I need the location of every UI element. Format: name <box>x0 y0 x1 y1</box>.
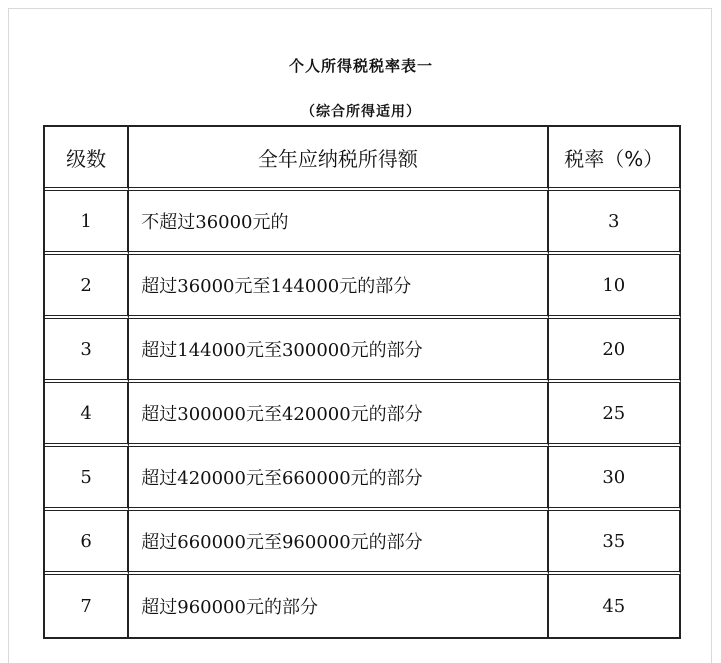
cell-level: 5 <box>45 447 129 511</box>
cell-income-range: 超过36000元至144000元的部分 <box>129 255 548 319</box>
header-income-range: 全年应纳税所得额 <box>129 127 548 191</box>
cell-income-range: 超过960000元的部分 <box>129 575 548 639</box>
cell-income-range: 超过144000元至300000元的部分 <box>129 319 548 383</box>
tax-rate-table <box>43 125 681 639</box>
cell-income-range: 超过420000元至660000元的部分 <box>129 447 548 511</box>
table-row <box>45 447 681 511</box>
table-row <box>45 319 681 383</box>
table-row <box>45 191 681 255</box>
cell-level: 3 <box>45 319 129 383</box>
header-level: 级数 <box>45 127 129 191</box>
cell-income-range: 超过300000元至420000元的部分 <box>129 383 548 447</box>
cell-level: 7 <box>45 575 129 639</box>
cell-income-range: 超过660000元至960000元的部分 <box>129 511 548 575</box>
cell-tax-rate: 3 <box>549 191 681 255</box>
table-row <box>45 575 681 639</box>
document-title: 个人所得税税率表一 <box>288 57 433 75</box>
document-page <box>8 8 712 663</box>
cell-tax-rate: 25 <box>549 383 681 447</box>
cell-tax-rate: 10 <box>549 255 681 319</box>
cell-tax-rate: 35 <box>549 511 681 575</box>
cell-tax-rate: 45 <box>549 575 681 639</box>
table-header-row <box>45 127 681 191</box>
cell-tax-rate: 30 <box>549 447 681 511</box>
cell-level: 2 <box>45 255 129 319</box>
cell-level: 4 <box>45 383 129 447</box>
table-row <box>45 511 681 575</box>
cell-income-range: 不超过36000元的 <box>129 191 548 255</box>
table-row <box>45 255 681 319</box>
document-subtitle: （综合所得适用） <box>301 104 421 120</box>
cell-level: 1 <box>45 191 129 255</box>
cell-level: 6 <box>45 511 129 575</box>
cell-tax-rate: 20 <box>549 319 681 383</box>
table-row <box>45 383 681 447</box>
header-tax-rate: 税率（%） <box>549 127 681 191</box>
